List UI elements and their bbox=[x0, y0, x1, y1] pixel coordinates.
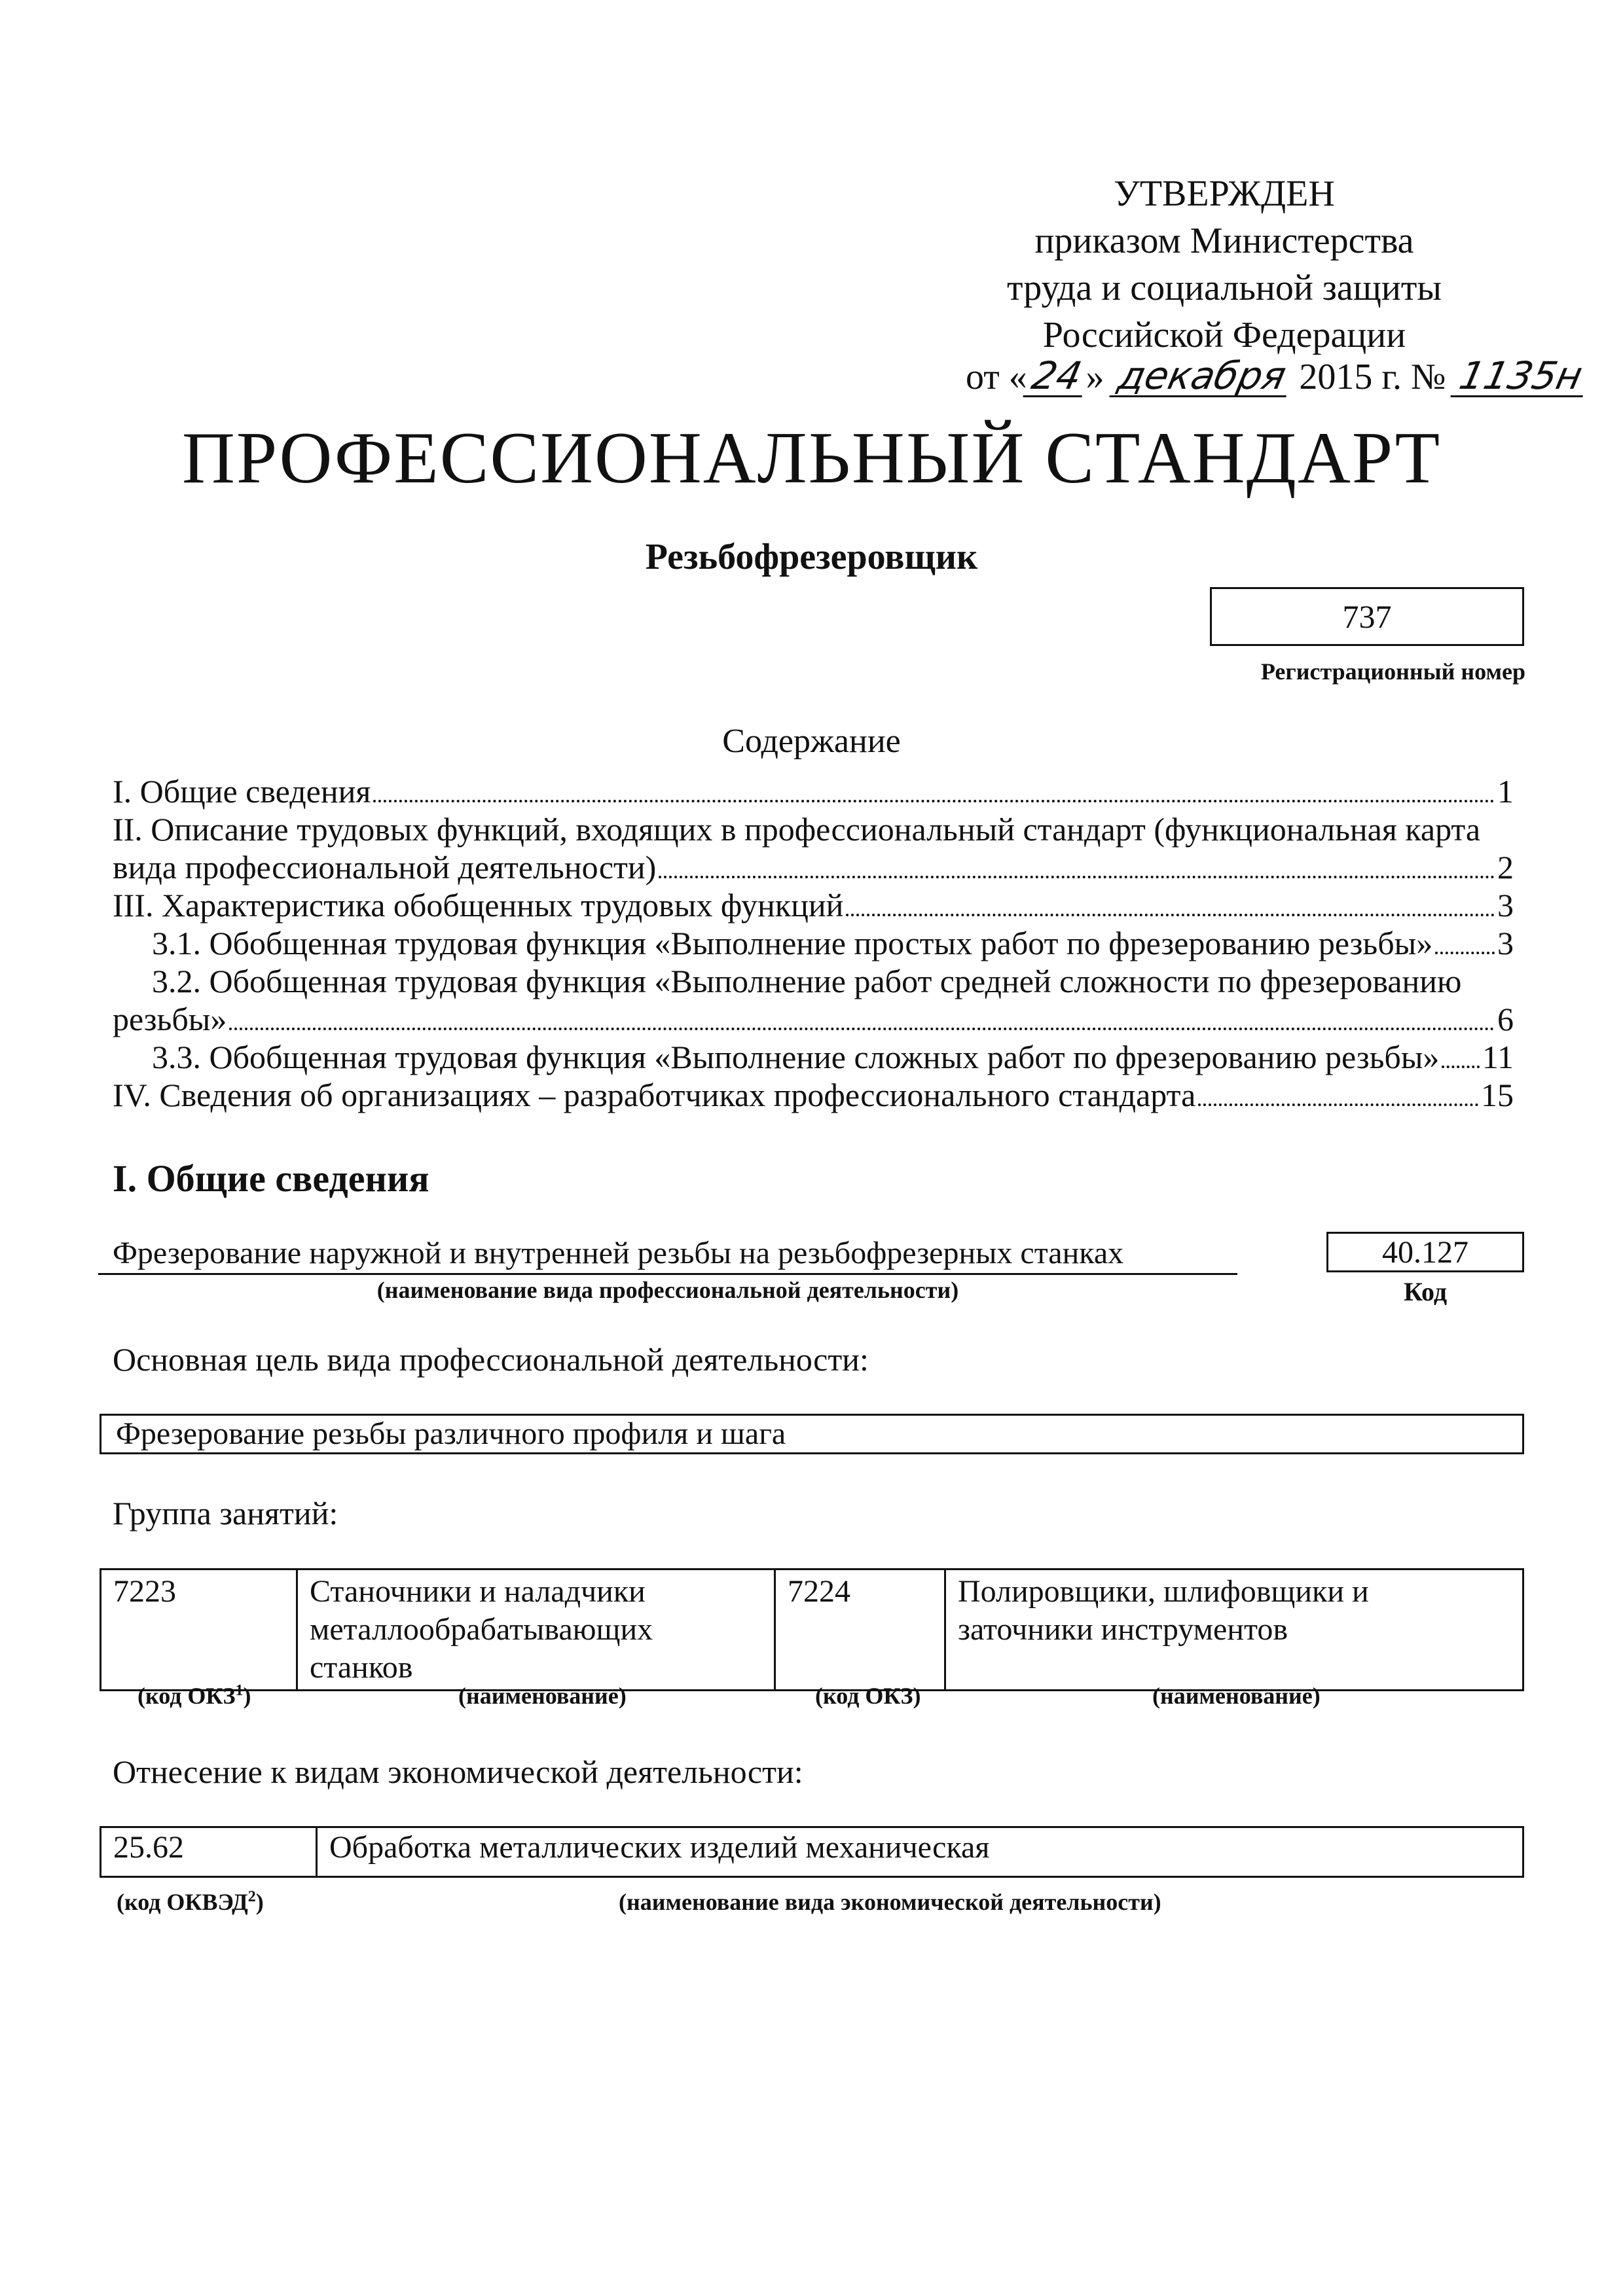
toc-entry-text: вида профессиональной деятельности) bbox=[113, 849, 657, 886]
order-month: декабря bbox=[1109, 356, 1294, 397]
toc-leader bbox=[659, 876, 1495, 878]
toc-leader bbox=[1435, 952, 1495, 954]
group-code-cell: 7224 bbox=[775, 1570, 945, 1691]
toc-page: 11 bbox=[1482, 1039, 1514, 1075]
approval-line: приказом Министерства bbox=[1034, 221, 1414, 261]
name-caption: (наименование) bbox=[1152, 1683, 1321, 1709]
toc-entry-text: III. Характеристика обобщенных трудовых функций bbox=[113, 887, 844, 924]
toc-entry-text: резьбы» bbox=[113, 1001, 227, 1037]
toc-leader bbox=[1198, 1103, 1478, 1106]
order-year: 2015 г. № bbox=[1299, 357, 1446, 397]
order-prefix: от « bbox=[966, 357, 1027, 397]
group-name-cell: Полировщики, шлифовщики и заточники инструментов bbox=[945, 1570, 1523, 1691]
toc-page: 15 bbox=[1481, 1077, 1514, 1113]
econ-label: Отнесение к видам экономической деятельности: bbox=[113, 1753, 803, 1790]
goal-label: Основная цель вида профессиональной деятельности: bbox=[113, 1341, 869, 1378]
activity-code-box: 40.127 bbox=[1326, 1232, 1524, 1272]
okved-name-caption: (наименование вида экономической деятельности) bbox=[619, 1889, 1161, 1915]
okved-table bbox=[100, 1826, 1524, 1878]
activity-caption: (наименование вида профессиональной деятельности) bbox=[376, 1277, 959, 1303]
toc-leader bbox=[1442, 1066, 1479, 1068]
group-name-cell: Станочники и наладчики металлообрабатывающих станков bbox=[297, 1570, 775, 1691]
okz-code-caption: (код ОКЗ) bbox=[815, 1683, 921, 1709]
toc-entry-line1: 3.2. Обобщенная трудовая функция «Выполнение работ средней сложности по фрезерованию bbox=[152, 963, 1462, 999]
toc-entry[interactable] bbox=[113, 1076, 1514, 1114]
okved-code-cell: 25.62 bbox=[101, 1827, 317, 1877]
toc-entry[interactable] bbox=[113, 1000, 1514, 1038]
groups-label: Группа занятий: bbox=[113, 1495, 338, 1532]
toc-leader bbox=[846, 914, 1495, 916]
toc-entry[interactable] bbox=[113, 1038, 1514, 1076]
toc-page: 3 bbox=[1497, 887, 1514, 924]
activity-code-label: Код bbox=[1403, 1277, 1448, 1306]
toc-page: 6 bbox=[1497, 1001, 1514, 1037]
table-row bbox=[101, 1570, 1523, 1691]
toc-page: 1 bbox=[1497, 773, 1514, 810]
okz-code-caption: (код ОКЗ$^1$) bbox=[137, 1682, 251, 1709]
toc-entry[interactable] bbox=[113, 886, 1514, 924]
toc-entry-text: IV. Сведения об организациях – разработчиках профессионального стандарта bbox=[113, 1077, 1196, 1113]
order-day: 24 bbox=[1023, 356, 1090, 397]
section-heading: I. Общие сведения bbox=[113, 1157, 429, 1200]
caption-text: (код ОКВЭД bbox=[117, 1889, 248, 1915]
toc-entry-text: 3.3. Обобщенная трудовая функция «Выполнение сложных работ по фрезерованию резьбы» bbox=[152, 1039, 1440, 1075]
activity-name: Фрезерование наружной и внутренней резьбы на резьбофрезерных станках bbox=[98, 1234, 1237, 1275]
order-mid: » bbox=[1085, 357, 1104, 397]
caption-text: (код ОКЗ bbox=[137, 1683, 236, 1709]
group-code-cell: 7223 bbox=[101, 1570, 297, 1691]
okved-name-cell: Обработка металлических изделий механическая bbox=[317, 1827, 1523, 1877]
toc-entry-text: 3.1. Обобщенная трудовая функция «Выполнение простых работ по фрезерованию резьбы» bbox=[152, 925, 1433, 961]
footnote-ref: 1 bbox=[235, 1682, 244, 1699]
goal-box: Фрезерование резьбы различного профиля и шага bbox=[100, 1414, 1524, 1454]
toc-page: 3 bbox=[1497, 925, 1514, 961]
footnote-ref: 2 bbox=[247, 1888, 256, 1905]
table-row bbox=[101, 1827, 1523, 1877]
toc-entry[interactable] bbox=[113, 848, 1514, 886]
approval-line: УТВЕРЖДЕН bbox=[1114, 173, 1335, 214]
table-of-contents bbox=[113, 772, 1514, 1114]
toc-leader bbox=[229, 1028, 1495, 1030]
page-title: ПРОФЕССИОНАЛЬНЫЙ СТАНДАРТ bbox=[182, 418, 1441, 499]
toc-leader bbox=[373, 800, 1495, 802]
toc-entry[interactable] bbox=[113, 772, 1514, 810]
order-date-line bbox=[966, 353, 1587, 401]
toc-entry[interactable] bbox=[113, 924, 1514, 962]
name-caption: (наименование) bbox=[458, 1683, 627, 1709]
approval-line: Российской Федерации bbox=[1042, 315, 1406, 355]
order-number: 1135н bbox=[1451, 356, 1592, 397]
toc-entry-line1: II. Описание трудовых функций, входящих в профессиональный стандарт (функциональная карта bbox=[113, 811, 1481, 848]
toc-entry-text: I. Общие сведения bbox=[113, 773, 371, 810]
approval-line: труда и социальной защиты bbox=[1007, 268, 1442, 308]
registration-number-box: 737 bbox=[1210, 587, 1524, 646]
okved-code-caption: (код ОКВЭД$^2$) bbox=[117, 1888, 264, 1915]
approval-block bbox=[903, 170, 1545, 359]
toc-page: 2 bbox=[1497, 849, 1514, 886]
standard-name: Резьбофрезеровщик bbox=[645, 537, 978, 577]
toc-title: Содержание bbox=[722, 723, 901, 760]
occupation-groups-table bbox=[100, 1568, 1524, 1691]
registration-number-label: Регистрационный номер bbox=[1260, 658, 1525, 685]
